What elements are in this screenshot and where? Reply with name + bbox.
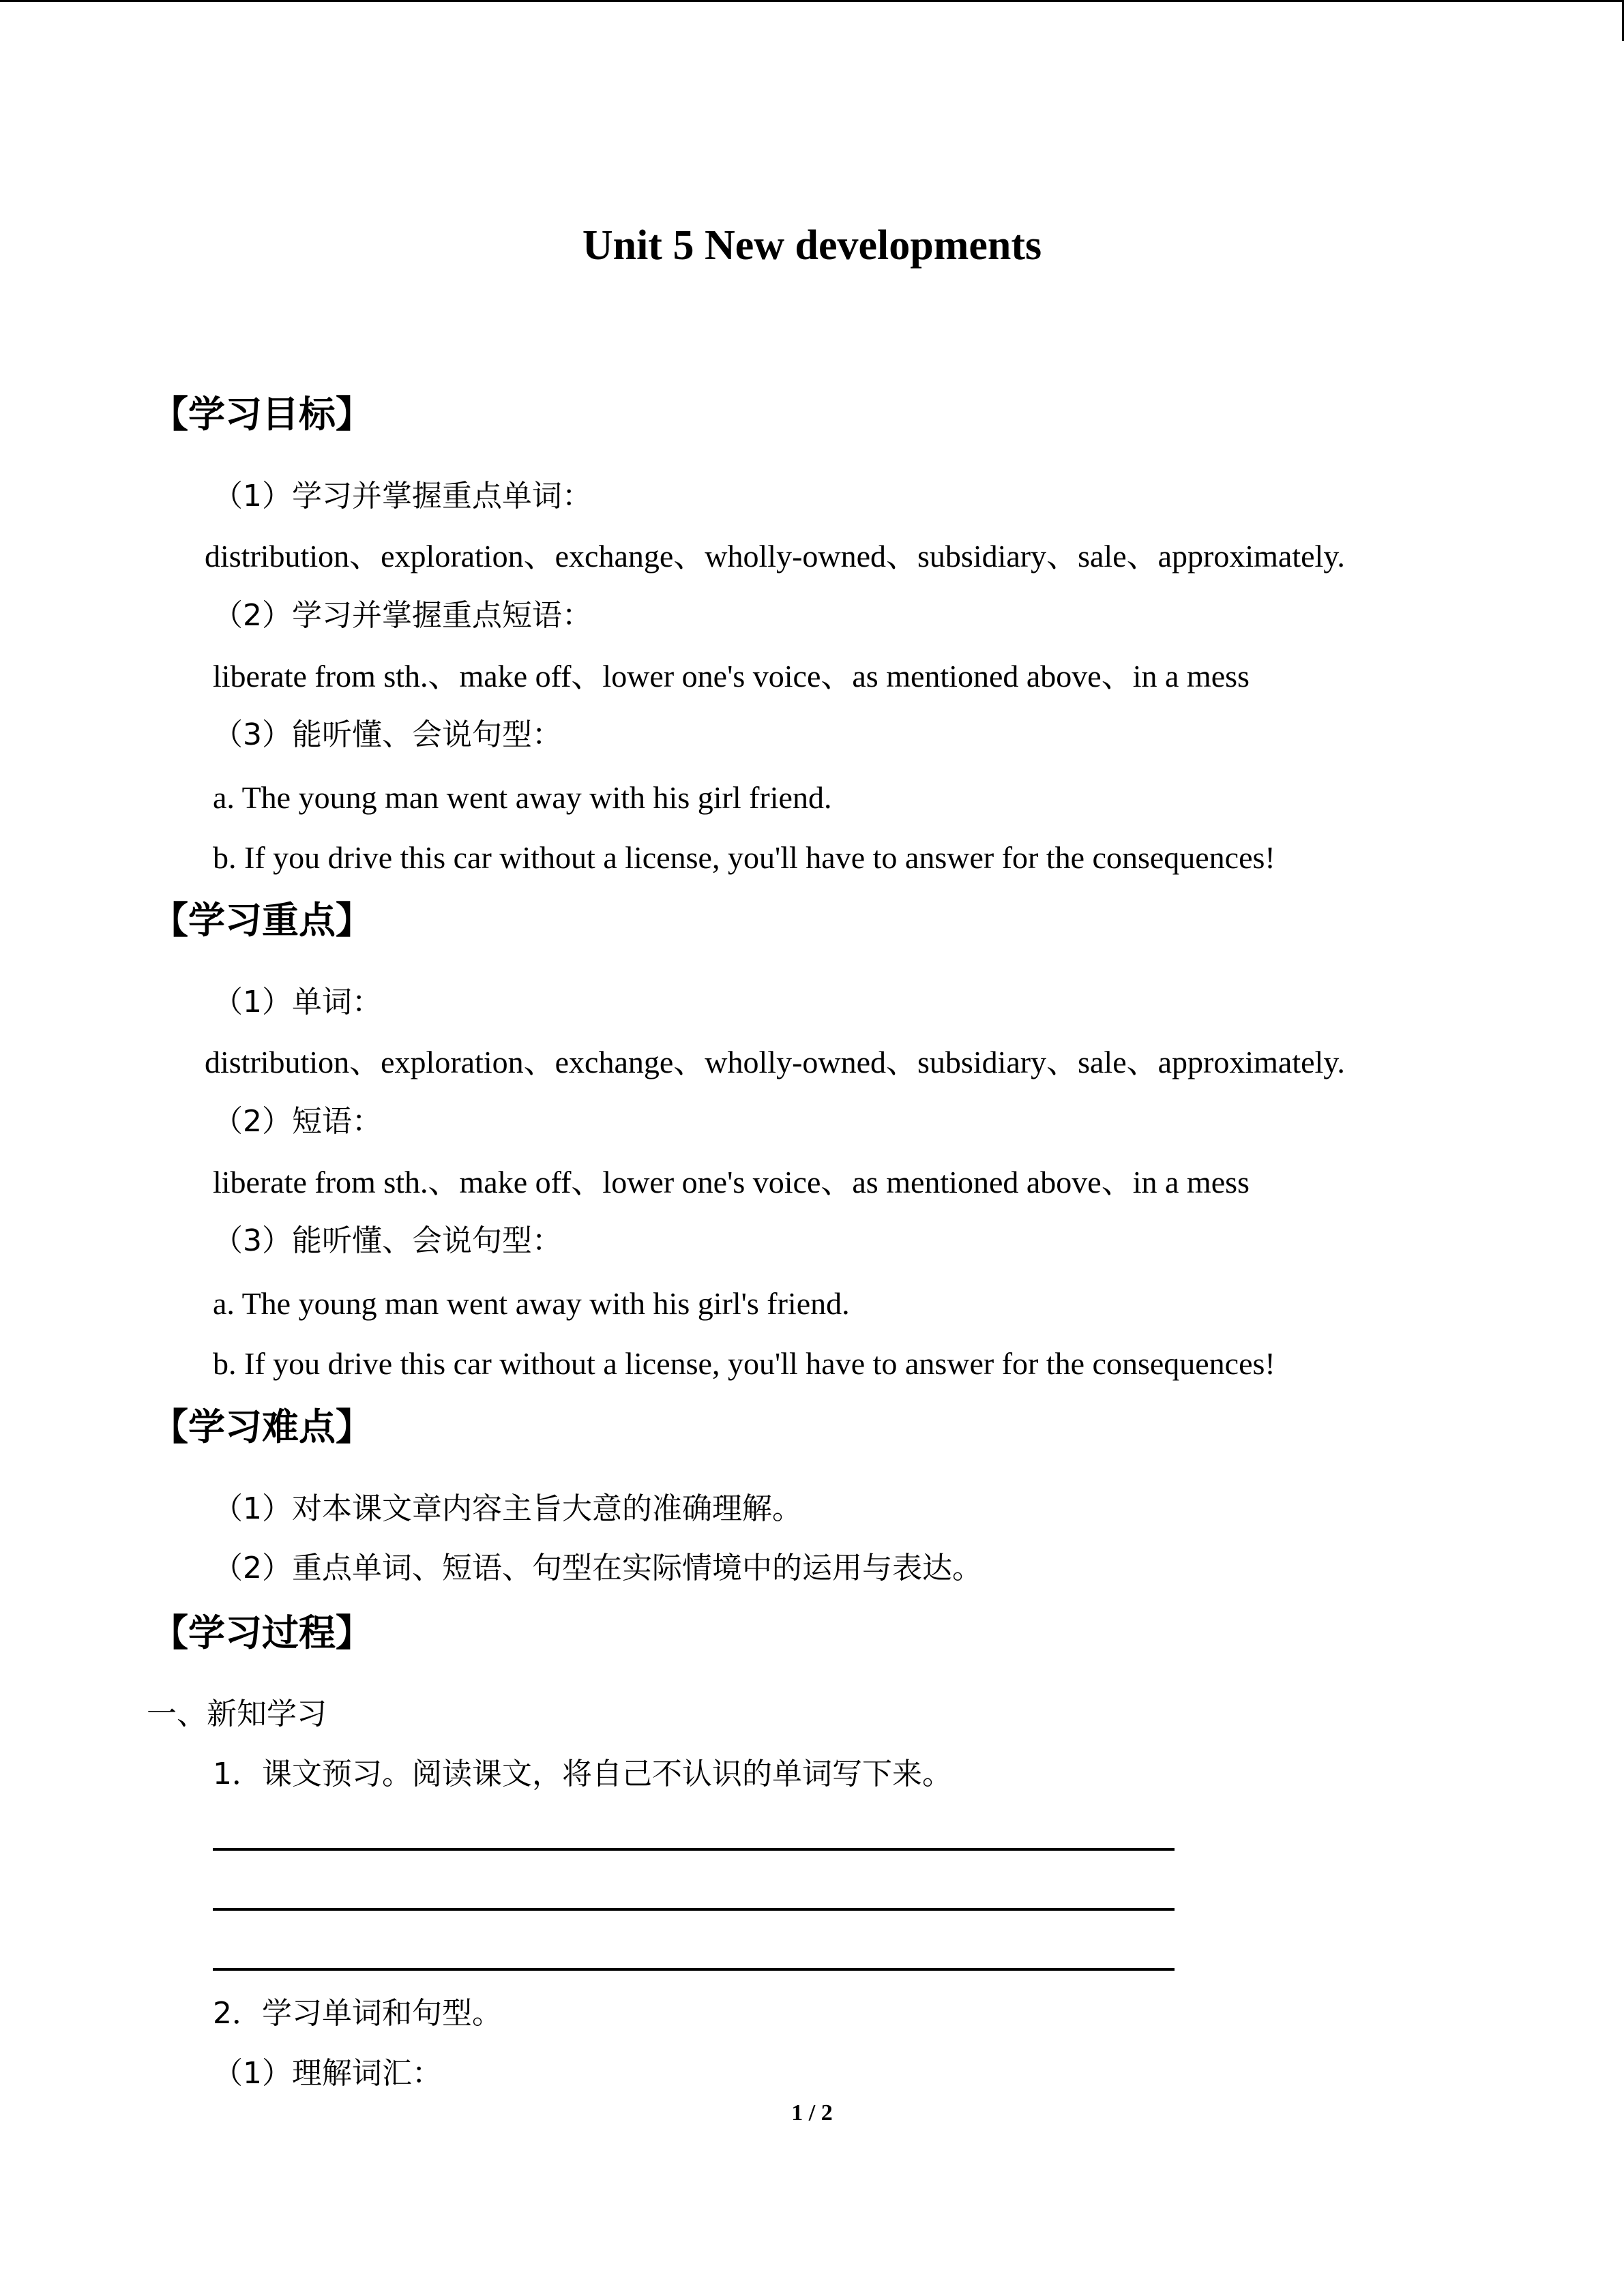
goals-sentence-b: b. If you drive this car without a license, you'll have to answer for the consequences!	[213, 840, 1275, 875]
goals-item2-phrases: liberate from sth.、make off、lower one's voice、as mentioned above、in a mess	[213, 659, 1250, 694]
answer-blank-line[interactable]	[213, 1908, 1175, 1911]
process-step1: 1．课文预习。阅读课文，将自己不认识的单词写下来。	[213, 1757, 952, 1791]
keypoints-item1-label: （1）单词：	[213, 985, 382, 1019]
keypoints-sentence-a: a. The young man went away with his girl's friend.	[213, 1286, 850, 1321]
keypoints-item2-phrases: liberate from sth.、make off、lower one's voice、as mentioned above、in a mess	[213, 1165, 1250, 1199]
keypoints-item1-words: distribution、exploration、exchange、wholly-owned、subsidiary、sale、approximately.	[205, 1045, 1345, 1079]
goals-item3-label: （3）能听懂、会说句型：	[213, 717, 562, 752]
answer-blank-line[interactable]	[213, 1968, 1175, 1971]
section-heading-keypoints: 【学习重点】	[151, 899, 372, 942]
keypoints-item2-label: （2）短语：	[213, 1104, 382, 1139]
goals-sentence-a: a. The young man went away with his girl friend.	[213, 780, 832, 815]
section-heading-difficulties: 【学习难点】	[151, 1405, 372, 1448]
process-step2: 2．学习单词和句型。	[213, 1996, 502, 2031]
goals-item2-label: （2）学习并掌握重点短语：	[213, 598, 592, 633]
difficulties-item2: （2）重点单词、短语、句型在实际情境中的运用与表达。	[213, 1551, 982, 1585]
goals-item1-label: （1）学习并掌握重点单词：	[213, 479, 592, 513]
keypoints-sentence-b: b. If you drive this car without a license, you'll have to answer for the consequences!	[213, 1346, 1275, 1381]
difficulties-item1: （1）对本课文章内容主旨大意的准确理解。	[213, 1491, 802, 1526]
document-title: Unit 5 New developments	[582, 222, 1042, 269]
process-part1: 一、新知学习	[147, 1697, 327, 1731]
process-step2-sub1: （1）理解词汇：	[213, 2056, 442, 2091]
page-number: 1 / 2	[791, 2100, 833, 2126]
section-heading-process: 【学习过程】	[151, 1611, 372, 1654]
answer-blank-line[interactable]	[213, 1848, 1175, 1851]
keypoints-item3-label: （3）能听懂、会说句型：	[213, 1223, 562, 1258]
section-heading-goals: 【学习目标】	[151, 393, 372, 436]
page-top-border	[0, 0, 1624, 2]
goals-item1-words: distribution、exploration、exchange、wholly-owned、subsidiary、sale、approximately.	[205, 539, 1345, 573]
